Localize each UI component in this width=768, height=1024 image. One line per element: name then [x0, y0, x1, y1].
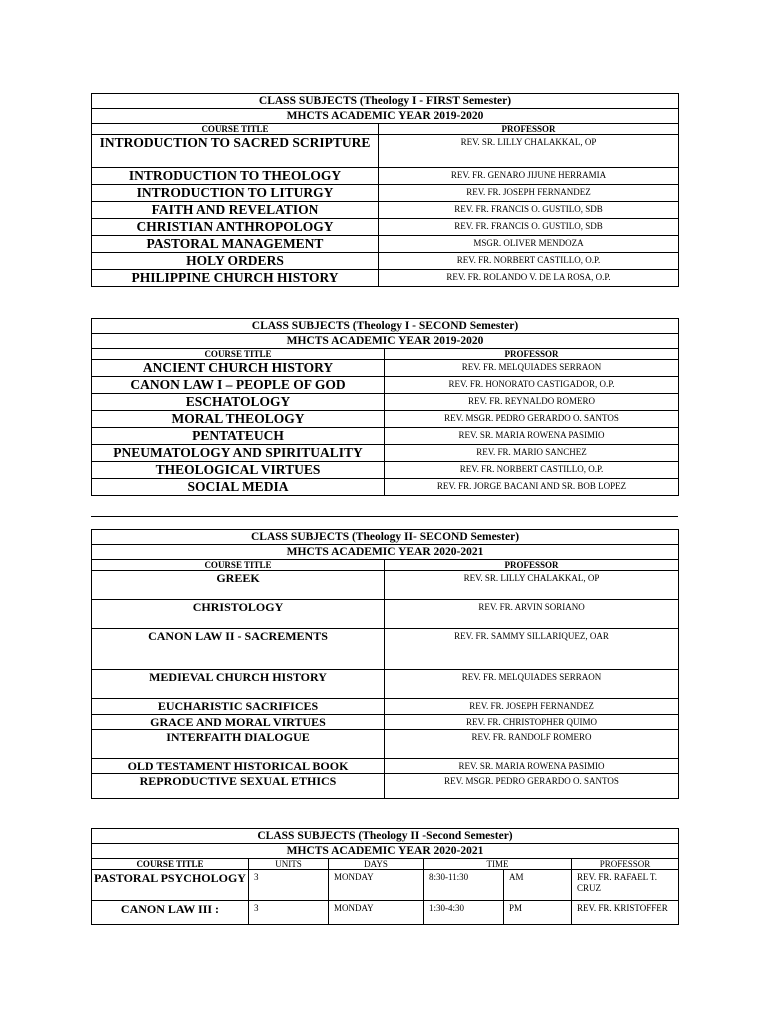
professor-name: REV. FR. HONORATO CASTIGADOR, O.P.	[385, 377, 679, 394]
units-value: 3	[249, 870, 329, 901]
table-theology-2-schedule	[91, 828, 679, 925]
table-row	[92, 202, 679, 219]
table-row	[92, 185, 679, 202]
table-academic-year: MHCTS ACADEMIC YEAR 2020-2021	[92, 545, 679, 560]
col-header-course-title: COURSE TITLE	[92, 124, 379, 135]
table-title: CLASS SUBJECTS (Theology I - FIRST Semester)	[92, 94, 679, 109]
table-row	[92, 253, 679, 270]
col-header-course-title: COURSE TITLE	[92, 560, 385, 571]
professor-name: REV. FR. JOSEPH FERNANDEZ	[379, 185, 679, 202]
table-row	[92, 699, 679, 715]
table-row	[92, 759, 679, 774]
professor-name: REV. FR. FRANCIS O. GUSTILO, SDB	[379, 219, 679, 236]
col-header-professor: PROFESSOR	[385, 560, 679, 571]
course-title: ANCIENT CHURCH HISTORY	[92, 360, 385, 377]
course-title: CHRISTOLOGY	[92, 600, 385, 629]
professor-name: REV. FR. JOSEPH FERNANDEZ	[385, 699, 679, 715]
section-divider	[91, 516, 678, 517]
table-row	[92, 670, 679, 699]
col-header-professor: PROFESSOR	[572, 859, 679, 870]
time-period: PM	[504, 901, 572, 925]
professor-name: REV. FR. RAFAEL T. CRUZ	[572, 870, 679, 901]
professor-name: REV. FR. MELQUIADES SERRAON	[385, 670, 679, 699]
professor-name: MSGR. OLIVER MENDOZA	[379, 236, 679, 253]
course-title: OLD TESTAMENT HISTORICAL BOOK	[92, 759, 385, 774]
course-title: PENTATEUCH	[92, 428, 385, 445]
professor-name: REV. FR. NORBERT CASTILLO, O.P.	[385, 462, 679, 479]
professor-name: REV. MSGR. PEDRO GERARDO O. SANTOS	[385, 774, 679, 799]
course-title: SOCIAL MEDIA	[92, 479, 385, 496]
professor-name: REV. SR. MARIA ROWENA PASIMIO	[385, 759, 679, 774]
course-title: PASTORAL PSYCHOLOGY	[92, 870, 249, 901]
course-title: FAITH AND REVELATION	[92, 202, 379, 219]
table-row	[92, 236, 679, 253]
table-row	[92, 168, 679, 185]
course-title: PNEUMATOLOGY AND SPIRITUALITY	[92, 445, 385, 462]
table-row	[92, 870, 679, 901]
professor-name: REV. SR. LILLY CHALAKKAL, OP	[385, 571, 679, 600]
col-header-professor: PROFESSOR	[385, 349, 679, 360]
course-title: PASTORAL MANAGEMENT	[92, 236, 379, 253]
days-value: MONDAY	[329, 901, 424, 925]
professor-name: REV. FR. SAMMY SILLARIQUEZ, OAR	[385, 629, 679, 670]
table-row	[92, 629, 679, 670]
professor-name: REV. FR. KRISTOFFER	[572, 901, 679, 925]
professor-name: REV. FR. ROLANDO V. DE LA ROSA, O.P.	[379, 270, 679, 287]
time-value: 1:30-4:30	[424, 901, 504, 925]
table-row	[92, 715, 679, 730]
course-title: CHRISTIAN ANTHROPOLOGY	[92, 219, 379, 236]
professor-name: REV. FR. NORBERT CASTILLO, O.P.	[379, 253, 679, 270]
course-title: HOLY ORDERS	[92, 253, 379, 270]
course-title: THEOLOGICAL VIRTUES	[92, 462, 385, 479]
table-row	[92, 411, 679, 428]
professor-name: REV. SR. LILLY CHALAKKAL, OP	[379, 135, 679, 168]
course-title: ESCHATOLOGY	[92, 394, 385, 411]
table-row	[92, 730, 679, 759]
table-row	[92, 479, 679, 496]
table-row	[92, 600, 679, 629]
col-header-units: UNITS	[249, 859, 329, 870]
col-header-time: TIME	[424, 859, 572, 870]
professor-name: REV. FR. CHRISTOPHER QUIMO	[385, 715, 679, 730]
table-row	[92, 219, 679, 236]
table-row	[92, 462, 679, 479]
course-title: PHILIPPINE CHURCH HISTORY	[92, 270, 379, 287]
course-title: GRACE AND MORAL VIRTUES	[92, 715, 385, 730]
table-row	[92, 571, 679, 600]
professor-name: REV. SR. MARIA ROWENA PASIMIO	[385, 428, 679, 445]
professor-name: REV. FR. GENARO JIJUNE HERRAMIA	[379, 168, 679, 185]
professor-name: REV. FR. JORGE BACANI AND SR. BOB LOPEZ	[385, 479, 679, 496]
col-header-course-title: COURSE TITLE	[92, 859, 249, 870]
course-title: INTRODUCTION TO LITURGY	[92, 185, 379, 202]
table-row	[92, 135, 679, 168]
table-row	[92, 901, 679, 925]
course-title: INTERFAITH DIALOGUE	[92, 730, 385, 759]
col-header-course-title: COURSE TITLE	[92, 349, 385, 360]
professor-name: REV. FR. RANDOLF ROMERO	[385, 730, 679, 759]
table-academic-year: MHCTS ACADEMIC YEAR 2020-2021	[92, 844, 679, 859]
units-value: 3	[249, 901, 329, 925]
table-theology-1-first-semester	[91, 93, 679, 287]
table-academic-year: MHCTS ACADEMIC YEAR 2019-2020	[92, 109, 679, 124]
table-theology-1-second-semester	[91, 318, 679, 496]
table-row	[92, 377, 679, 394]
professor-name: REV. MSGR. PEDRO GERARDO O. SANTOS	[385, 411, 679, 428]
professor-name: REV. FR. ARVIN SORIANO	[385, 600, 679, 629]
table-theology-2-second-semester	[91, 529, 679, 799]
course-title: INTRODUCTION TO THEOLOGY	[92, 168, 379, 185]
professor-name: REV. FR. MELQUIADES SERRAON	[385, 360, 679, 377]
course-title: CANON LAW I – PEOPLE OF GOD	[92, 377, 385, 394]
table-title: CLASS SUBJECTS (Theology I - SECOND Semester)	[92, 319, 679, 334]
course-title: REPRODUCTIVE SEXUAL ETHICS	[92, 774, 385, 799]
course-title: MEDIEVAL CHURCH HISTORY	[92, 670, 385, 699]
course-title: EUCHARISTIC SACRIFICES	[92, 699, 385, 715]
table-row	[92, 270, 679, 287]
table-row	[92, 428, 679, 445]
table-row	[92, 445, 679, 462]
table-title: CLASS SUBJECTS (Theology II- SECOND Semester)	[92, 530, 679, 545]
table-academic-year: MHCTS ACADEMIC YEAR 2019-2020	[92, 334, 679, 349]
course-title: GREEK	[92, 571, 385, 600]
days-value: MONDAY	[329, 870, 424, 901]
col-header-professor: PROFESSOR	[379, 124, 679, 135]
course-title: CANON LAW II - SACREMENTS	[92, 629, 385, 670]
table-title: CLASS SUBJECTS (Theology II -Second Semester)	[92, 829, 679, 844]
table-row	[92, 360, 679, 377]
time-value: 8:30-11:30	[424, 870, 504, 901]
table-row	[92, 774, 679, 799]
professor-name: REV. FR. MARIO SANCHEZ	[385, 445, 679, 462]
course-title: MORAL THEOLOGY	[92, 411, 385, 428]
professor-name: REV. FR. REYNALDO ROMERO	[385, 394, 679, 411]
professor-name: REV. FR. FRANCIS O. GUSTILO, SDB	[379, 202, 679, 219]
course-title: INTRODUCTION TO SACRED SCRIPTURE	[92, 135, 379, 168]
time-period: AM	[504, 870, 572, 901]
course-title: CANON LAW III :	[92, 901, 249, 925]
table-row	[92, 394, 679, 411]
col-header-days: DAYS	[329, 859, 424, 870]
